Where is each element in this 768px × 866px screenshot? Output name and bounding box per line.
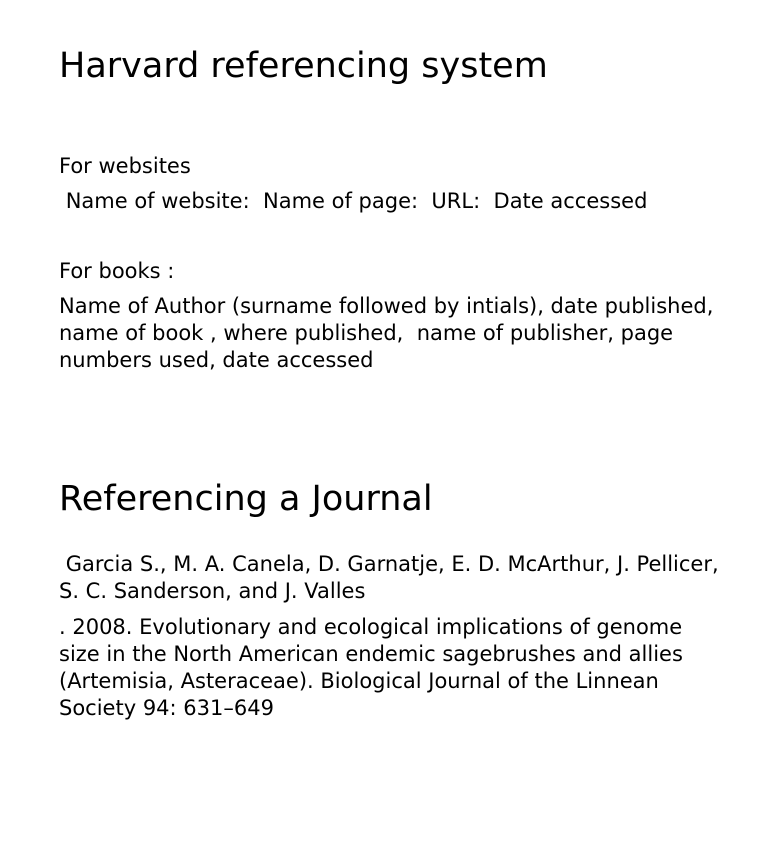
journal-citation: . 2008. Evolutionary and ecological implications of genome size in the North American endemic sagebrushes and allies (Artemisia, Asteraceae). Biological Journal of the Linnean Society 94: 631–649 [59,615,690,720]
journal-title: Referencing a Journal [59,479,433,519]
websites-heading: For websites [59,154,191,178]
books-format: Name of Author (surname followed by intials), date published, name of book , where published, name of publisher, page numbers used, date accessed [59,294,721,372]
journal-authors: Garcia S., M. A. Canela, D. Garnatje, E. D. McArthur, J. Pellicer, S. C. Sanderson, and J. Valles [59,552,726,603]
books-heading: For books : [59,259,175,283]
harvard-title: Harvard referencing system [59,46,548,86]
websites-format: Name of website: Name of page: URL: Date accessed [59,189,648,213]
